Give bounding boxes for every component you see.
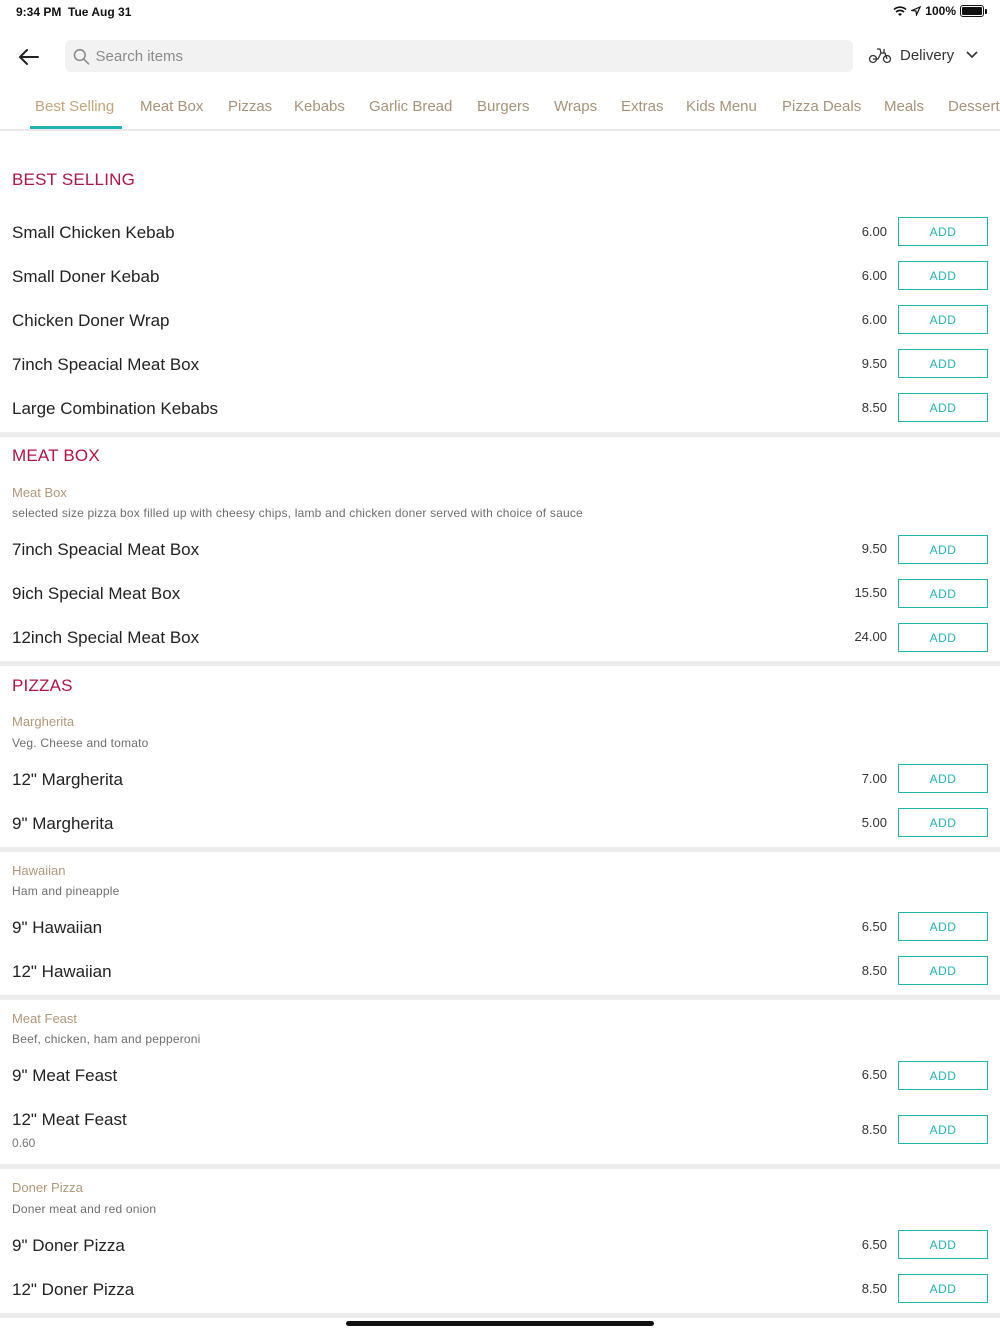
menu-item-name: Large Combination Kebabs <box>12 399 219 418</box>
tab-garlic-bread[interactable]: Garlic Bread <box>369 98 453 115</box>
item-group-description: Doner meat and red onion <box>12 1202 157 1216</box>
add-button[interactable]: ADD <box>898 956 988 985</box>
search-input[interactable] <box>96 48 853 65</box>
menu-item-price: 6.00 <box>861 268 887 283</box>
back-arrow-icon <box>19 49 39 65</box>
tab-kebabs[interactable]: Kebabs <box>294 98 345 115</box>
active-tab-indicator <box>30 126 122 129</box>
group-divider <box>0 1313 1000 1318</box>
tab-dessert[interactable]: Dessert <box>948 98 1000 115</box>
menu-item-name: 9" Hawaiian <box>12 918 103 937</box>
menu-item-price: 6.50 <box>861 1067 887 1082</box>
section-divider <box>0 432 1000 437</box>
tab-meat-box[interactable]: Meat Box <box>140 98 204 115</box>
menu-item-price: 6.50 <box>861 919 887 934</box>
menu-item-price: 8.50 <box>861 1281 887 1296</box>
add-button[interactable]: ADD <box>898 912 988 941</box>
menu-item-name: 12" Margherita <box>12 770 123 789</box>
menu-item-name: 9" Doner Pizza <box>12 1236 125 1255</box>
tab-meals[interactable]: Meals <box>884 98 925 115</box>
group-divider <box>0 1164 1000 1169</box>
menu-item-name: Small Chicken Kebab <box>12 223 175 242</box>
scooter-icon <box>868 46 892 64</box>
chevron-down-icon <box>966 51 978 59</box>
menu-item-price: 6.00 <box>861 312 887 327</box>
add-button[interactable]: ADD <box>898 623 988 652</box>
section-title-best-selling: BEST SELLING <box>12 170 136 189</box>
category-tabs <box>0 90 1000 131</box>
menu-item-name: 9ich Special Meat Box <box>12 584 181 603</box>
add-button[interactable]: ADD <box>898 1061 988 1090</box>
section-divider <box>0 661 1000 666</box>
tab-kids-menu[interactable]: Kids Menu <box>686 98 757 115</box>
add-button[interactable]: ADD <box>898 1274 988 1303</box>
menu-item-name: 9" Meat Feast <box>12 1066 118 1085</box>
search-icon <box>73 48 90 65</box>
group-divider <box>0 995 1000 1000</box>
add-button[interactable]: ADD <box>898 261 988 290</box>
tab-best-selling[interactable]: Best Selling <box>35 98 115 115</box>
status-right <box>893 4 984 18</box>
item-group-name: Margherita <box>12 714 75 729</box>
date-text: Tue Aug 31 <box>68 5 132 19</box>
menu-item-price: 9.50 <box>861 356 887 371</box>
menu-item-price: 6.50 <box>861 1237 887 1252</box>
add-button[interactable]: ADD <box>898 1230 988 1259</box>
section-title-pizzas: PIZZAS <box>12 676 73 695</box>
item-group-description: Beef, chicken, ham and pepperoni <box>12 1032 201 1046</box>
status-time <box>16 5 131 19</box>
menu-item-name: 9" Margherita <box>12 814 114 833</box>
add-button[interactable]: ADD <box>898 217 988 246</box>
tab-extras[interactable]: Extras <box>621 98 664 115</box>
item-group-name: Doner Pizza <box>12 1180 83 1195</box>
menu-item-name: 7inch Speacial Meat Box <box>12 355 200 374</box>
menu-item-price: 7.00 <box>861 771 887 786</box>
add-button[interactable]: ADD <box>898 579 988 608</box>
tab-burgers[interactable]: Burgers <box>477 98 530 115</box>
menu-item-name: Chicken Doner Wrap <box>12 311 170 330</box>
section-title-meat-box: MEAT BOX <box>12 446 100 465</box>
menu-item-price: 8.50 <box>861 1122 887 1137</box>
home-indicator[interactable] <box>346 1321 654 1326</box>
tab-pizzas[interactable]: Pizzas <box>228 98 273 115</box>
clock-text: 9:34 PM <box>16 5 62 19</box>
status-bar <box>0 0 1000 24</box>
top-bar <box>0 40 1000 74</box>
menu-item-price: 8.50 <box>861 963 887 978</box>
back-button[interactable] <box>14 42 44 72</box>
menu-item-name: 12" Hawaiian <box>12 962 112 981</box>
add-button[interactable]: ADD <box>898 535 988 564</box>
item-group-description: Veg. Cheese and tomato <box>12 736 149 750</box>
item-group-name: Hawaiian <box>12 863 66 878</box>
add-button[interactable]: ADD <box>898 764 988 793</box>
item-group-description: Ham and pineapple <box>12 884 120 898</box>
add-button[interactable]: ADD <box>898 393 988 422</box>
menu-item-name: 7inch Speacial Meat Box <box>12 540 200 559</box>
battery-icon <box>960 5 984 17</box>
battery-percent: 100% <box>925 4 956 18</box>
item-group-name: Meat Box <box>12 485 67 500</box>
delivery-selector[interactable] <box>868 46 978 64</box>
menu-item-name: 12" Doner Pizza <box>12 1280 135 1299</box>
delivery-label: Delivery <box>900 46 955 64</box>
add-button[interactable]: ADD <box>898 305 988 334</box>
menu-item-price: 15.50 <box>854 585 887 600</box>
add-button[interactable]: ADD <box>898 349 988 378</box>
tab-pizza-deals[interactable]: Pizza Deals <box>782 98 862 115</box>
menu-item-subtext: 0.60 <box>12 1136 36 1150</box>
menu-item-price: 9.50 <box>861 541 887 556</box>
search-bar[interactable] <box>65 40 853 72</box>
add-button[interactable]: ADD <box>898 1115 988 1144</box>
add-button[interactable]: ADD <box>898 808 988 837</box>
group-divider <box>0 847 1000 852</box>
menu-item-name: Small Doner Kebab <box>12 267 160 286</box>
menu-item-price: 5.00 <box>861 815 887 830</box>
menu-item-name: 12inch Special Meat Box <box>12 628 200 647</box>
location-arrow-icon <box>911 6 921 16</box>
wifi-icon <box>893 6 907 17</box>
menu-item-price: 8.50 <box>861 400 887 415</box>
tab-wraps[interactable]: Wraps <box>554 98 598 115</box>
item-group-description: selected size pizza box filled up with cheesy chips, lamb and chicken doner served with choice of sauce <box>12 506 583 520</box>
menu-item-name: 12" Meat Feast <box>12 1110 127 1129</box>
item-group-name: Meat Feast <box>12 1011 78 1026</box>
menu-item-price: 24.00 <box>854 629 887 644</box>
menu-item-price: 6.00 <box>861 224 887 239</box>
